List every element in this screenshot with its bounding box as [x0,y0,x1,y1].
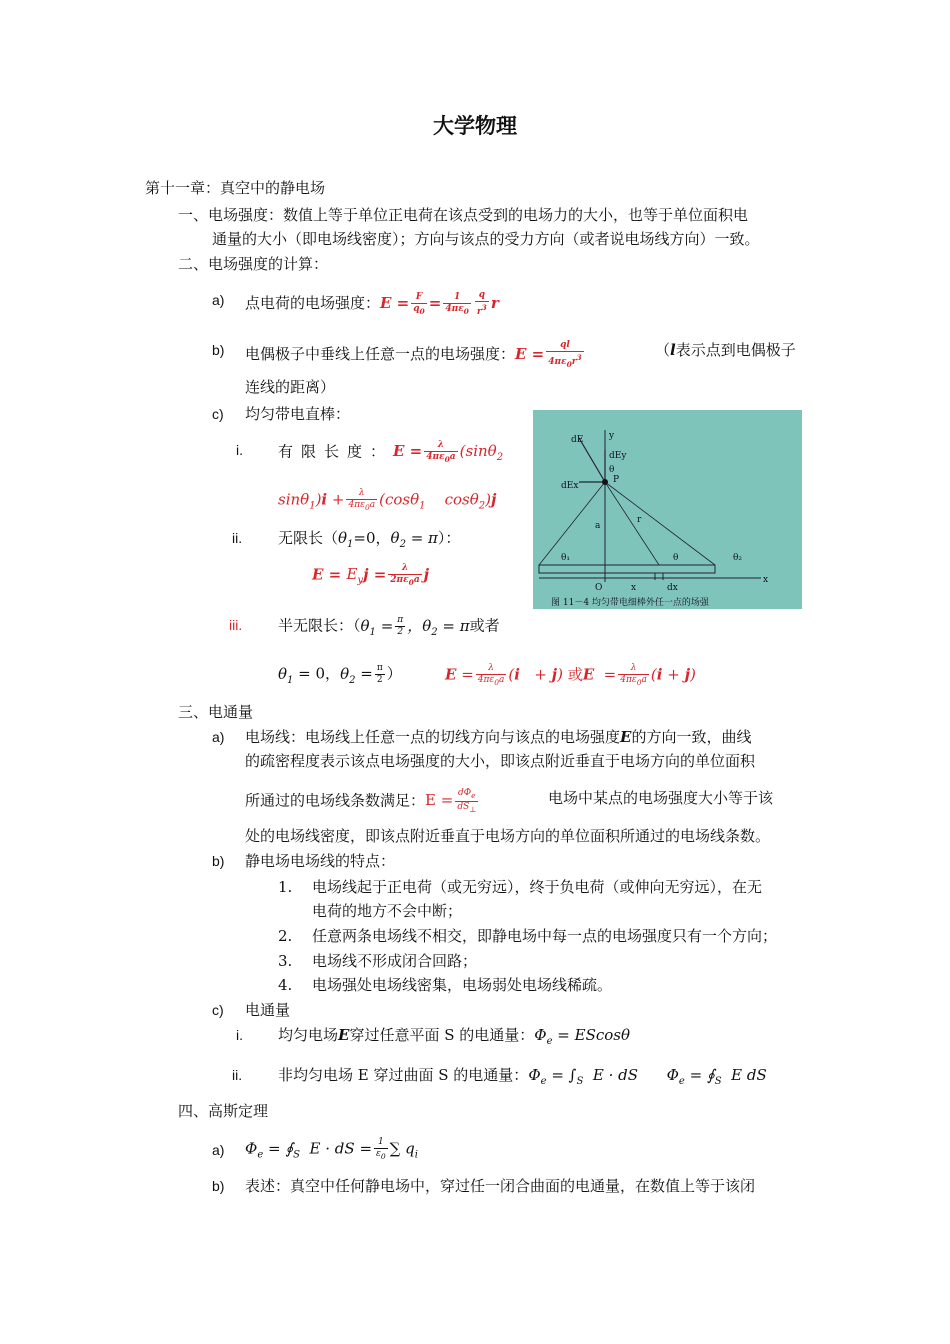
figure-label-theta-top: θ [609,465,615,475]
s2-iii-line: 半无限长：（$\theta_1$ = $\frac{\pi}{2}$ ，$\theta_2 = \pi$或者 [278,615,500,638]
field-diagram-figure [533,410,802,609]
formula-gauss-law: $\Phi_e$ = $∮_S$ E · dS = $\frac{1}{\varepsilon_0}$ ∑ $q_i$ [245,1137,418,1161]
s3-ci-line: 均匀电场E穿过任意平面 S 的电通量：$\Phi_e = EScos\theta$ [278,1026,631,1047]
point-3-num: 3. [278,952,293,970]
s2-ii-line: 无限长（$\theta_1=0$，$\theta_2 = \pi$）： [278,529,461,550]
s2-c-label: c) [212,406,224,422]
formula-dipole: E = $\frac{ql}{4\pi\varepsilon_0r^3}$ [515,340,582,369]
s4-heading: 四、高斯定理 [178,1102,269,1120]
s2-a-line [245,290,499,318]
figure-label-theta: θ [673,553,679,563]
figure-label-theta1: θ₁ [561,553,571,563]
s2-ii-label: ii. [232,530,243,546]
s3-a-line2: 的疏密程度表示该点电场强度的大小，即该点附近垂直于电场方向的单位面积 [245,752,756,770]
formula-finite-rod-2: sinθ$_1$)i + $\frac{\lambda}{4\pi\varepsilon_0a}$ (cosθ$_1$ cosθ$_2$)j [278,488,497,512]
s4-a-label: a) [212,1142,225,1158]
formula-uniform-flux: $\Phi_e = EScos\theta$ [534,1026,631,1047]
point-4-num: 4. [278,976,293,994]
s3-heading: 三、电通量 [178,703,254,721]
point-4-text: 电场强处电场线密集，电场弱处电场线稀疏。 [312,976,613,994]
point-1-text: 电场线起于正电荷（或无穷远），终于负电荷（或伸向无穷远），在无 [312,878,763,896]
point-1-num: 1. [278,878,293,896]
s2-b-line [245,340,586,370]
s2-a-label: a) [212,292,225,308]
s3-b-text: 静电场电场线的特点： [245,852,396,870]
s2-i-text: 有限长度： [278,442,394,461]
point-2-text: 任意两条电场线不相交，即静电场中每一点的电场强度只有一个方向； [312,927,778,945]
figure-label-dEx: dEx [561,481,579,491]
s4-b-label: b) [212,1178,225,1194]
s2-b-label: b) [212,342,225,358]
s3-a-line1: 电场线：电场线上任意一点的切线方向与该点的电场强度E的方向一致，曲线 [245,728,752,746]
s2-iii-cond: $\theta_1 = 0$，$\theta_2$ = $\frac{\pi}{2}$ ） [278,663,402,686]
s2-heading: 二、电场强度的计算： [178,255,329,273]
point-1-cont: 电荷的地方不会中断； [312,902,463,920]
chapter-heading: 第十一章：真空中的静电场 [145,179,326,197]
s2-i-label: i. [236,442,243,458]
formula-flux-density: E = $\frac{d\Phi_e}{dS_\perp}$ [425,788,477,814]
s2-b-cont: 连线的距离） [245,378,336,396]
figure-label-r: r [637,515,642,525]
s3-a-line3: 所通过的电场线条数满足：E = $\frac{d\Phi_e}{dS_\perp}$ [245,788,480,815]
s3-a-label: a) [212,729,225,745]
s3-cii-line: 非均匀电场 E 穿过曲面 S 的电通量：$\Phi_e = \int_S$ E · dS $\Phi_e$ = $∮_S$ E dS [278,1066,767,1087]
formula-semi-infinite-rod: E = $\frac{\lambda}{4\pi\varepsilon_0a}$ (i + j) 或E = $\frac{\lambda}{4\pi\varepsilon_0a}$ (i + j) [445,663,696,687]
formula-infinite-rod: $E = E_yj$ = $\frac{\lambda}{2\pi\varepsilon_0a}$ j [312,563,430,587]
figure-label-theta2: θ₂ [733,553,743,563]
s3-ci-label: i. [236,1027,243,1043]
s3-cii-label: ii. [232,1067,243,1083]
figure-point-P [602,479,608,485]
s3-c-text: 电通量 [245,1001,291,1019]
s1-line1: 一、电场强度：数值上等于单位正电荷在该点受到的电场力的大小，也等于单位面积电 [178,206,749,224]
figure-label-x: x [631,583,637,593]
s2-b-text: 电偶极子中垂线上任意一点的电场强度： [245,344,516,363]
s2-iii-label: iii. [229,617,243,633]
point-2-num: 2. [278,927,293,945]
figure-label-dE: dE [571,435,584,445]
s4-b-text: 表述：真空中任何静电场中，穿过任一闭合曲面的电通量，在数值上等于该闭 [245,1177,756,1195]
s3-a-line4: 处的电场线密度，即该点附近垂直于电场方向的单位面积所通过的电场线条数。 [245,827,771,845]
figure-label-P: P [613,475,620,485]
figure-label-dEy: dEy [609,451,627,461]
figure-label-O: O [595,583,603,593]
s3-b-label: b) [212,853,225,869]
figure-caption: 图 11－4 均匀带电细棒外任一点的场强 [551,598,709,608]
s2-b-note: （l表示点到电偶极子 [655,341,796,359]
s2-c-text: 均匀带电直棒： [245,405,351,423]
figure-label-a: a [595,521,601,531]
formula-finite-rod-1: E = $\frac{\lambda}{4\pi\varepsilon_0a}$ (sinθ$_2$ [393,440,504,464]
figure-label-dx: dx [667,583,678,593]
s2-a-text: 点电荷的电场强度： [245,294,381,312]
formula-point-charge: E = $\frac{F}{q_0}$ = $\frac{1}{4\pi\varepsilon_0}$ $\frac{q}{r^3}$ r [380,290,499,317]
s2-i-line [278,440,503,468]
formula-nonuniform-flux: $\Phi_e = \int_S$ E · dS $\Phi_e$ = $∮_S$ E dS [528,1066,767,1087]
figure-label-y: y [609,431,615,441]
point-3-text: 电场线不形成闭合回路； [312,952,478,970]
page-title: 大学物理 [433,113,517,138]
s1-line2: 通量的大小（即电场线密度）；方向与该点的受力方向（或者说电场线方向）一致。 [212,230,760,248]
s3-c-label: c) [212,1002,224,1018]
s3-a-line3-tail: 电场中某点的电场强度大小等于该 [548,789,774,807]
figure-label-xaxis: x [763,575,769,585]
